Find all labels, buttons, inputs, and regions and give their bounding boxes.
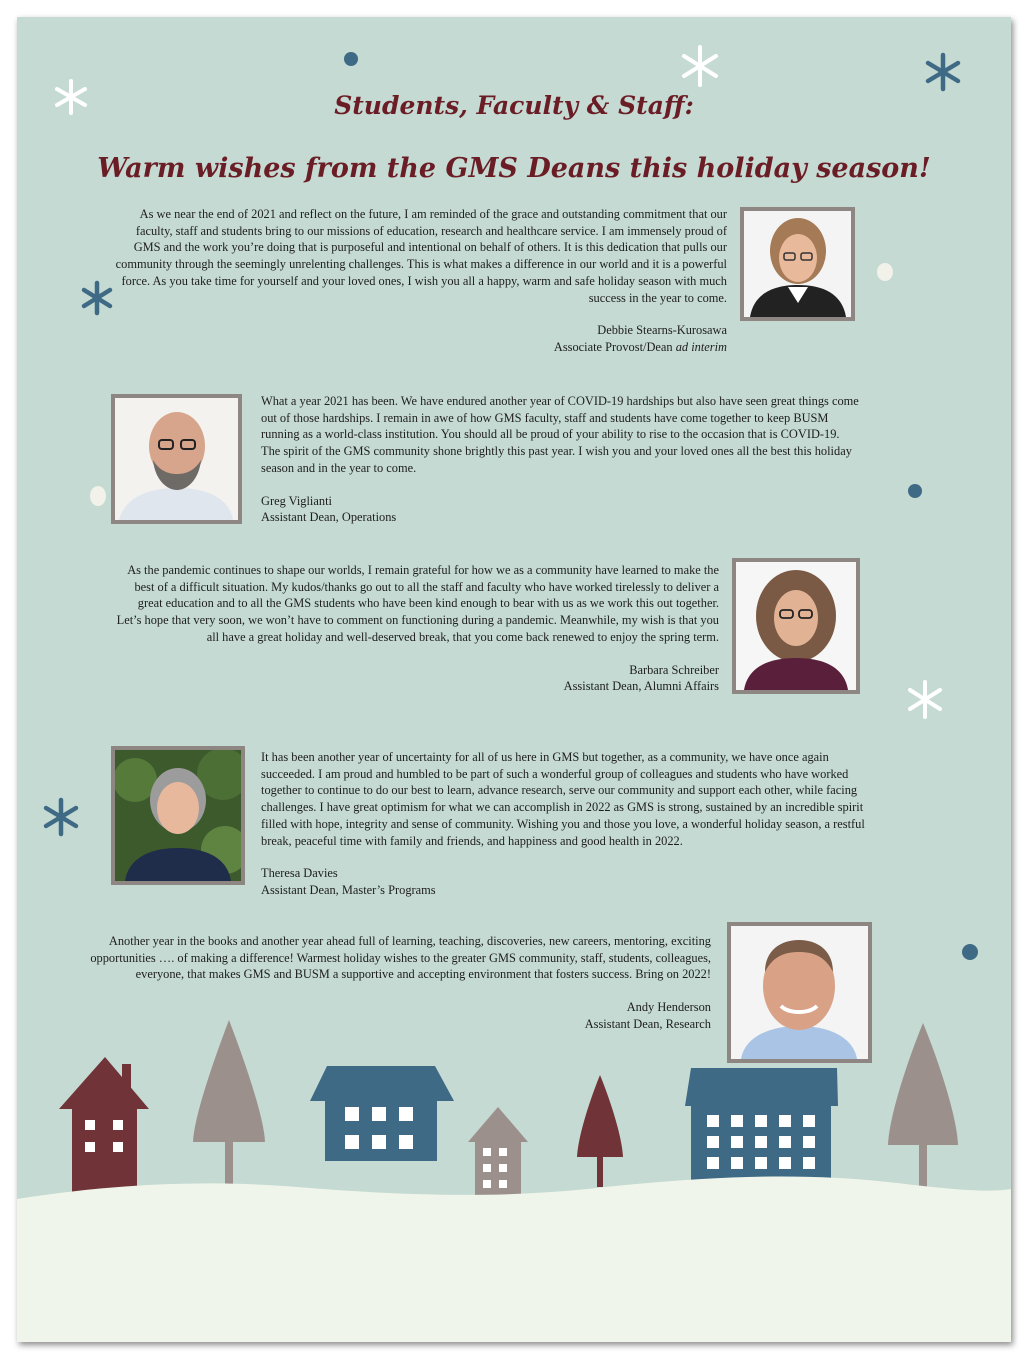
signature-name: Andy Henderson (626, 1000, 711, 1015)
dean-photo (732, 558, 860, 694)
portrait-image (736, 562, 856, 690)
white-dot-icon (877, 263, 893, 281)
blue-star-icon (928, 55, 958, 89)
tree-icon (577, 1075, 623, 1187)
dean-message (77, 933, 711, 1033)
dean-message (112, 562, 719, 695)
message-text: It has been another year of uncertainty for all of us here in GMS but together, as a community, we have once again succeeded. I am proud and humbled to be part of such a wonderful group of colleagues and students who have worked together to continue to do our best to learn, advance research, serve our community and support each other, while facing challenges. I have great optimism for what we can accomplish in 2022 as GMS is strong, sustained by an incredible spirit filled with hope, integrity and sense of community. Wishing you and those you love, a wonderful holiday season, a restful break, peaceful time with family and friends, and happiness and good health in 2022. (261, 750, 865, 848)
tree-icon (888, 1023, 958, 1202)
house-icon (310, 1066, 454, 1161)
dean-message (112, 206, 727, 356)
portrait-image (731, 926, 868, 1059)
holiday-card (17, 17, 1011, 1342)
signature-name: Barbara Schreiber (629, 662, 719, 677)
white-star-icon (684, 47, 716, 85)
dean-photo (727, 922, 872, 1063)
dean-message (261, 393, 861, 526)
house-icon (59, 1057, 149, 1207)
page-title: Students, Faculty & Staff: (334, 91, 694, 120)
signature-title: Associate Provost/Dean ad interim (553, 339, 727, 354)
portrait-image (115, 398, 238, 520)
portrait-image (115, 750, 241, 881)
message-text: Another year in the books and another year ahead full of learning, teaching, discoveries, new careers, mentoring, exciting opportunities …. of making a difference! Warmest holiday wishes to the greater GMS community, staff, students, colleagues, everyone, that makes GMS and BUSM a supportive and accepting environment that fosters success. Bring on 2022! (90, 934, 711, 982)
blue-dot-icon (962, 944, 978, 960)
signature-title: Assistant Dean, Research (584, 1016, 711, 1031)
blue-dot-icon (908, 484, 922, 498)
message-text: As we near the end of 2021 and reflect on the future, I am reminded of the grace and outstanding commitment that our faculty, staff and students bring to our missions of education, research and healthcare service. I am immensely proud of GMS and the work you’re doing that is purposeful and intentional on behalf of others. It is this dedication that pulls our community through the seemingly unrelenting challenges. This is what makes a difference in our world and it is a powerful force. As you take time for yourself and your loved ones, I wish you all a happy, warm and safe holiday season with much success in the year to come. (115, 207, 727, 305)
dean-photo (111, 746, 245, 885)
signature-title: Assistant Dean, Operations (261, 510, 397, 525)
tree-icon (193, 1020, 265, 1197)
dean-photo (111, 394, 242, 524)
white-dot-icon (90, 486, 106, 506)
snow-ground (17, 1176, 1011, 1342)
message-text: As the pandemic continues to shape our worlds, I remain grateful for how we as a community have learned to make the best of a difficult situation. My kudos/thanks go out to all the staff and faculty who have worked tirelessly to deliver a great education and to all the GMS students who have been kind enough to bear with us as we work this out together. Let’s hope that very soon, we won’t have to comment on functioning during a pandemic. Meanwhile, my wish is that you all have a great holiday and well-deserved break, that you come back renewed to enjoy the spring term. (116, 563, 719, 644)
message-text: What a year 2021 has been. We have endured another year of COVID-19 hardships but also have seen great things come out of those hardships. I remain in awe of how GMS faculty, staff and students have come together to keep BUSM running as a world-class institution. You should all be proud of your ability to rise to the occasion that is COVID-19. The spirit of the GMS community shone brightly this past year. I wish you and your loved ones all the best this holiday season and in the year to come. (261, 394, 859, 475)
blue-star-icon (46, 800, 76, 834)
blue-star-icon (84, 283, 110, 313)
blue-dot-icon (344, 52, 358, 66)
signature-name: Theresa Davies (261, 866, 338, 881)
dean-message (261, 749, 881, 899)
signature-title: Assistant Dean, Master’s Programs (261, 882, 436, 897)
white-star-icon (910, 682, 940, 717)
dean-photo (740, 207, 855, 321)
portrait-image (744, 211, 851, 317)
signature-name: Debbie Stearns-Kurosawa (597, 323, 727, 338)
page-subtitle: Warm wishes from the GMS Deans this holiday season! (97, 153, 931, 184)
signature-name: Greg Viglianti (261, 493, 332, 508)
signature-title: Assistant Dean, Alumni Affairs (563, 679, 719, 694)
